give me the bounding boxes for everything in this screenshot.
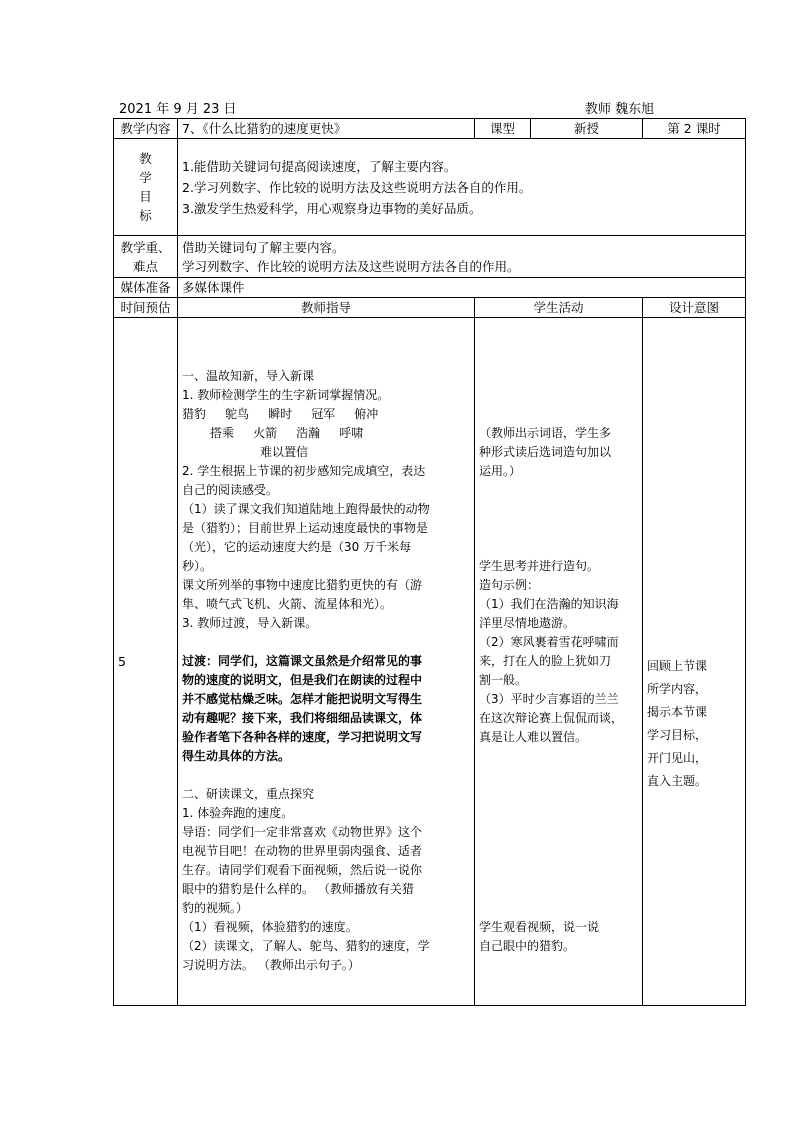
goals-content [178,139,746,236]
goals-row [114,139,746,236]
key-points-content: 借助关键词句了解主要内容。 学习列数字、作比较的说明方法及这些说明方法各自的作用。 [178,236,746,278]
content-label: 教学内容 [114,119,178,139]
media-value: 多媒体课件 [178,278,746,298]
media-label: 媒体准备 [114,278,178,298]
col-student: 学生活动 [475,298,643,318]
document-header [115,98,745,118]
teacher-guidance: 一、温故知新，导入新课 1. 教师检测学生的生字新词掌握情况。 猎豹 鸵鸟 瞬时 冠军 俯冲 搭乘 火箭 浩瀚 呼啸 难以置信 2. 学生根据上节课的初步感知完成填空，表达 自己的阅读感受。 （1）读了课文我们知道陆地上跑得最快的动物 是（猎豹）；目前世界上运动速度最快的事物是 （光），它的运动速度大约是（30 万千米每 秒）。 课文所列举的事物中速度比猎豹更快的有（游 隼、喷气式飞机、火箭、流星体和光）。 3. 教师过渡，导入新课。 过渡：同学们，这篇课文虽然是介绍常见的事 物的速度的说明文，但是我们在朗读的过程中 并不感觉枯燥乏味。怎样才能把说明文写得生 动有趣呢？接下来，我们将细细品读课文，体 验作者笔下各种各样的速度，学习把说明文写 得生动具体的方法。 二、研读课文，重点探究 1. 体验奔跑的速度。 导语：同学们一定非常喜欢《动物世界》这个 电视节目吧！在动物的世界里弱肉强食、适者 生存。请同学们观看下面视频，然后说一说你 眼中的猎豹是什么样的。 （教师播放有关猎 豹的视频。） （1）看视频，体验猎豹的速度。 （2）读课文，了解人、鸵鸟、猎豹的速度，学 习说明方法。 （教师出示句子。） [178,318,475,1006]
key-points-row [114,236,746,278]
teacher-name: 教师 魏东旭 [585,102,655,117]
goal-item: 1.能借助关键词句提高阅读速度，了解主要内容。 [182,158,457,174]
lesson-title: 7、《什么比猎豹的速度更快》 [178,119,475,139]
goals-label: 教 学 目 标 [114,139,178,236]
info-row [114,119,746,139]
col-time: 时间预估 [114,298,178,318]
design-intent: 回顾上节课 所学内容， 揭示本节课 学习目标， 开门见山， 直入主题。 [643,318,746,1006]
column-header-row [114,298,746,318]
lesson-plan-table [113,118,746,1006]
media-row [114,278,746,298]
section-time: 5 [114,318,178,1006]
type-value: 新授 [531,119,643,139]
col-teacher: 教师指导 [178,298,475,318]
goal-item: 3.激发学生热爱科学，用心观察身边事物的美好品质。 [182,200,482,216]
col-design: 设计意图 [643,298,746,318]
section-row [114,318,746,1006]
goal-item: 2.学习列数字、作比较的说明方法及这些说明方法各自的作用。 [182,179,532,195]
period-label: 第 2 课时 [643,119,746,139]
type-label: 课型 [475,119,531,139]
key-points-label: 教学重、 难点 [114,236,178,278]
student-activity: （教师出示词语，学生多 种形式读后选词造句加以 运用。） 学生思考并进行造句。 造句示例： （1）我们在浩瀚的知识海 洋里尽情地遨游。 （2）寒风裹着雪花呼啸而 来，打在人的脸上犹如刀 割一般。 （3）平时少言寡语的兰兰 在这次辩论赛上侃侃而谈， 真是让人难以置信。 学生观看视频，说一说 自己眼中的猎豹。 [475,318,643,1006]
lesson-date: 2021 年 9 月 23 日 [119,102,237,117]
